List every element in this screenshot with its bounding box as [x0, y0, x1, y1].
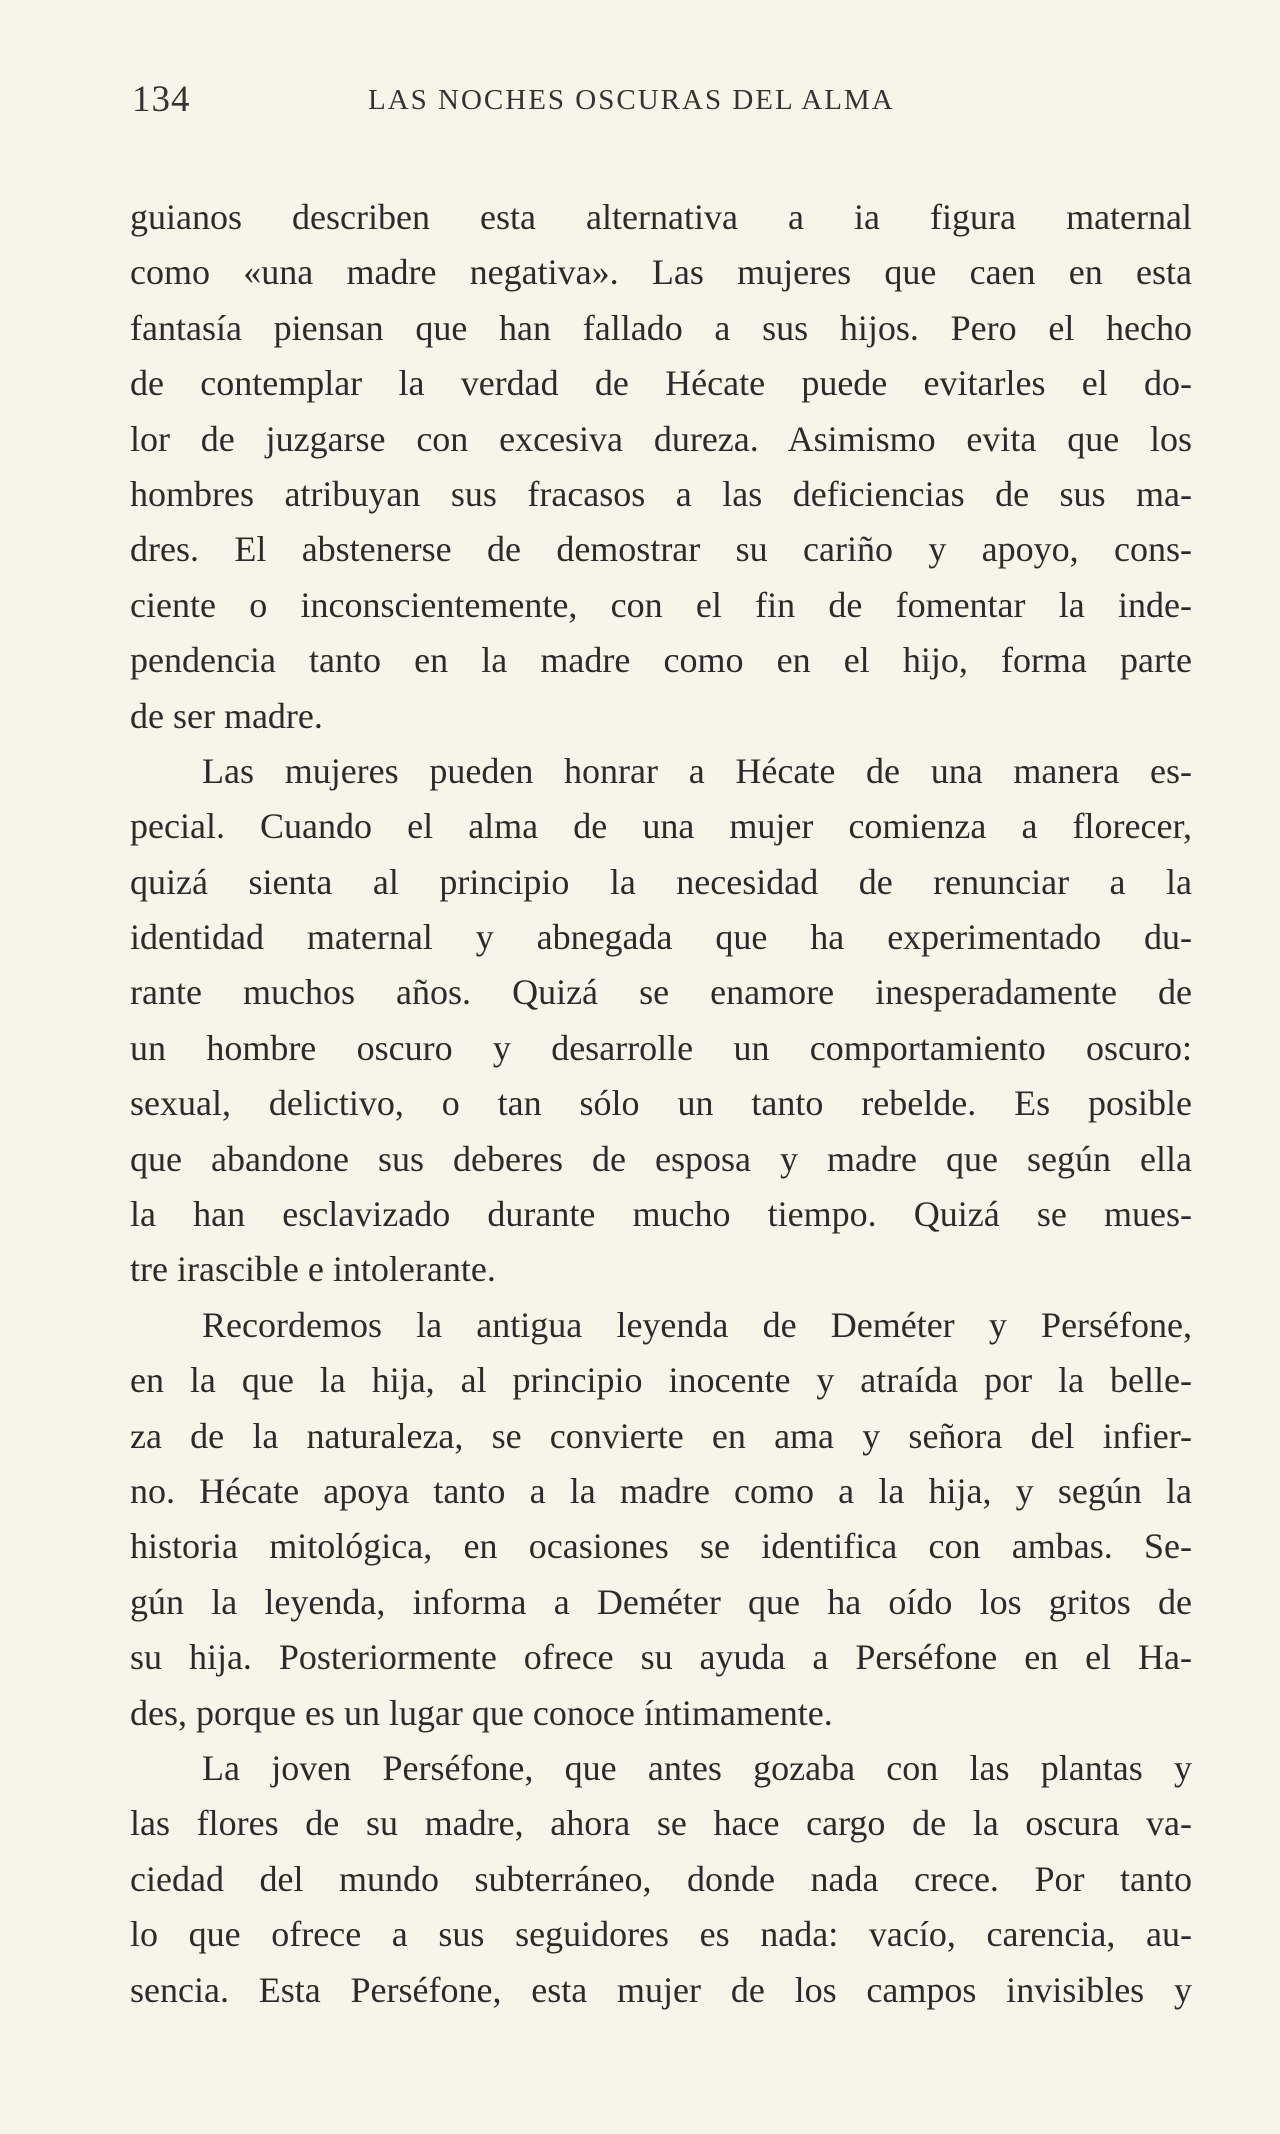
page-header [132, 78, 1192, 130]
body-text [130, 190, 1192, 2018]
text-line: de contemplar la verdad de Hécate puede evitarles el do- [130, 363, 1192, 404]
text-line: dres. El abstenerse de demostrar su cariño y apoyo, cons- [130, 529, 1192, 570]
text-line: lo que ofrece a sus seguidores es nada: vacío, carencia, au- [130, 1914, 1192, 1955]
text-line: que abandone sus deberes de esposa y madre que según ella [130, 1138, 1192, 1179]
text-line: lor de juzgarse con excesiva dureza. Asimismo evita que los [130, 418, 1192, 459]
text-line: quizá sienta al principio la necesidad de renunciar a la [130, 861, 1192, 902]
text-line: za de la naturaleza, se convierte en ama y señora del infier- [130, 1415, 1192, 1456]
text-line: rante muchos años. Quizá se enamore inesperadamente de [130, 972, 1192, 1013]
paragraph [130, 1741, 1192, 2018]
text-line: tre irascible e intolerante. [130, 1249, 496, 1290]
text-line: fantasía piensan que han fallado a sus hijos. Pero el hecho [130, 307, 1192, 348]
paragraph [130, 744, 1192, 1298]
text-line: la han esclavizado durante mucho tiempo. Quizá se mues- [130, 1194, 1192, 1235]
text-line: pendencia tanto en la madre como en el hijo, forma parte [130, 640, 1192, 681]
text-line: guianos describen esta alternativa a ia figura maternal [130, 197, 1192, 237]
text-line: historia mitológica, en ocasiones se identifica con ambas. Se- [130, 1526, 1192, 1567]
text-line: identidad maternal y abnegada que ha experimentado du- [130, 917, 1192, 958]
text-line: ciente o inconscientemente, con el fin de fomentar la inde- [130, 584, 1192, 625]
running-title: LAS NOCHES OSCURAS DEL ALMA [368, 84, 895, 116]
text-line: como «una madre negativa». Las mujeres que caen en esta [130, 252, 1192, 293]
text-line: de ser madre. [130, 695, 323, 736]
text-line: hombres atribuyan sus fracasos a las deficiencias de sus ma- [130, 473, 1192, 514]
text-line: su hija. Posteriormente ofrece su ayuda a Perséfone en el Ha- [130, 1637, 1192, 1678]
text-line: pecial. Cuando el alma de una mujer comienza a florecer, [130, 806, 1192, 847]
text-line: sencia. Esta Perséfone, esta mujer de los campos invisibles y [130, 1969, 1192, 2010]
text-line: Las mujeres pueden honrar a Hécate de una manera es- [202, 750, 1192, 791]
text-line: gún la leyenda, informa a Deméter que ha oído los gritos de [130, 1581, 1192, 1622]
paragraph [130, 190, 1192, 744]
text-line: sexual, delictivo, o tan sólo un tanto rebelde. Es posible [130, 1083, 1192, 1124]
text-line: La joven Perséfone, que antes gozaba con las plantas y [202, 1747, 1192, 1788]
text-line: no. Hécate apoya tanto a la madre como a la hija, y según la [130, 1470, 1192, 1511]
text-line: las flores de su madre, ahora se hace cargo de la oscura va- [130, 1803, 1192, 1844]
text-line: un hombre oscuro y desarrolle un comportamiento oscuro: [130, 1027, 1192, 1068]
paragraph [130, 1298, 1192, 1741]
text-line: en la que la hija, al principio inocente y atraída por la belle- [130, 1360, 1192, 1401]
page-number: 134 [132, 79, 191, 120]
text-line: des, porque es un lugar que conoce íntimamente. [130, 1692, 833, 1733]
text-line: Recordemos la antigua leyenda de Deméter y Perséfone, [202, 1304, 1192, 1345]
text-line: ciedad del mundo subterráneo, donde nada crece. Por tanto [130, 1858, 1192, 1899]
